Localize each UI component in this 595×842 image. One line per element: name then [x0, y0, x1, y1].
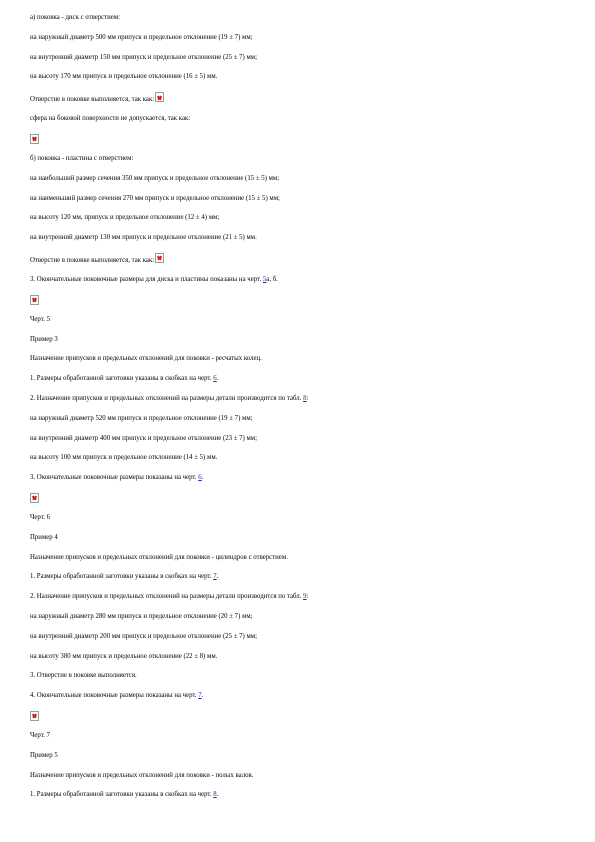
- paragraph: на высоту 120 мм, припуск и предельное отклонение (12 ± 4) мм;: [30, 214, 220, 222]
- paragraph-text: Отверстие в поковке выполняется, так как:: [30, 256, 155, 264]
- figure-image-placeholder: [30, 295, 575, 306]
- paragraph: на наружный диаметр 520 мм припуск и предельное отклонение (19 ± 7) мм;: [30, 414, 253, 422]
- paragraph-text: 2. Назначение припусков и предельных отклонений на размеры детали производится по табл.: [30, 394, 304, 402]
- paragraph-with-link: [30, 473, 575, 482]
- paragraph: на внутренний диаметр 130 мм припуск и предельное отклонение (21 ± 5) мм.: [30, 234, 257, 242]
- paragraph: на высоту 100 мм припуск и предельное отклонение (14 ± 5) мм.: [30, 454, 218, 462]
- paragraph-with-link: [30, 394, 575, 403]
- paragraph-with-link: [30, 592, 575, 601]
- paragraph-with-link: [30, 572, 575, 581]
- paragraph: на внутренний диаметр 150 мм припуск и предельное отклонение (25 ± 7) мм;: [30, 53, 257, 61]
- figure-image-placeholder: [30, 711, 575, 722]
- paragraph-with-link: [30, 790, 575, 799]
- paragraph: на высоту 170 мм припуск и предельное отклонение (16 ± 5) мм.: [30, 73, 218, 81]
- document-body: [30, 13, 575, 810]
- paragraph: на высоту 380 мм припуск и предельное отклонение (22 ± 8) мм.: [30, 652, 218, 660]
- paragraph-text: 3. Окончательные поковочные размеры показаны на черт.: [30, 474, 199, 482]
- paragraph-text: 4. Окончательные поковочные размеры показаны на черт.: [30, 692, 199, 700]
- drawing-reference-link[interactable]: 8: [213, 791, 217, 799]
- paragraph: Пример 4: [30, 533, 58, 541]
- paragraph-text: 1. Размеры обработанной заготовки указаны в скобках на черт.: [30, 375, 214, 383]
- paragraph: сфера на боковой поверхности не допускается, так как:: [30, 115, 191, 123]
- drawing-reference-link[interactable]: 6: [198, 474, 202, 482]
- paragraph: Черт. 5: [30, 315, 50, 323]
- drawing-reference-link[interactable]: 6: [213, 375, 217, 383]
- paragraph-text: .: [201, 474, 204, 482]
- broken-image-icon: [155, 92, 164, 102]
- paragraph-text: а, б.: [266, 275, 278, 283]
- paragraph: а) поковка - диск с отверстием:: [30, 14, 120, 21]
- paragraph: на наибольший размер сечения 350 мм припуск и предельное отклонение (15 ± 5) мм;: [30, 174, 280, 182]
- paragraph-text: Отверстие в поковке выполняется, так как:: [30, 96, 155, 104]
- paragraph: на наименьший размер сечения 270 мм припуск и предельное отклонение (15 ± 5) мм;: [30, 194, 280, 202]
- drawing-reference-link[interactable]: 9: [303, 593, 307, 601]
- paragraph-text: 3. Окончательные поковочные размеры для диска и пластины показаны на черт.: [30, 275, 263, 283]
- paragraph-text: 2. Назначение припусков и предельных отклонений на размеры детали производится по табл.: [30, 593, 304, 601]
- broken-image-icon: [30, 493, 39, 503]
- paragraph-text: :: [306, 394, 309, 402]
- paragraph: Черт. 7: [30, 731, 50, 739]
- drawing-reference-link[interactable]: 8: [303, 394, 307, 402]
- paragraph-with-link: [30, 275, 575, 284]
- paragraph: Назначение припусков и предельных отклонений для поковки - полых валов.: [30, 771, 254, 779]
- figure-image-placeholder: [30, 134, 575, 145]
- paragraph-text: .: [216, 791, 219, 799]
- paragraph: Черт. 6: [30, 513, 50, 521]
- drawing-reference-link[interactable]: 7: [213, 573, 217, 581]
- paragraph: Пример 3: [30, 335, 58, 343]
- paragraph: 3. Отверстие в поковке выполняется.: [30, 672, 137, 680]
- drawing-reference-link[interactable]: 5: [262, 275, 267, 283]
- paragraph-with-image: [30, 92, 575, 106]
- paragraph: б) поковка - пластина с отверстием:: [30, 154, 134, 162]
- paragraph-with-link: [30, 374, 575, 383]
- paragraph: на внутренний диаметр 400 мм припуск и предельное отклонение (23 ± 7) мм;: [30, 434, 257, 442]
- paragraph-text: :: [306, 593, 309, 601]
- broken-image-icon: [30, 711, 39, 721]
- broken-image-icon: [30, 134, 39, 144]
- paragraph-text: 1. Размеры обработанной заготовки указаны в скобках на черт.: [30, 791, 214, 799]
- paragraph-with-image: [30, 253, 575, 267]
- figure-image-placeholder: [30, 493, 575, 504]
- paragraph-text: .: [216, 375, 219, 383]
- paragraph-text: .: [216, 573, 219, 581]
- paragraph-text: .: [201, 692, 204, 700]
- paragraph: Назначение припусков и предельных отклонений для поковки - цилиндров с отверстием.: [30, 553, 288, 561]
- paragraph-with-link: [30, 691, 575, 700]
- drawing-reference-link[interactable]: 7: [198, 692, 202, 700]
- paragraph: на наружный диаметр 280 мм припуск и предельное отклонение (20 ± 7) мм;: [30, 612, 253, 620]
- paragraph: Назначение припусков и предельных отклонений для поковки - ресчатых колец.: [30, 355, 262, 363]
- broken-image-icon: [155, 253, 164, 263]
- paragraph-text: 1. Размеры обработанной заготовки указаны в скобках на черт.: [30, 573, 214, 581]
- paragraph: на внутренний диаметр 200 мм припуск и предельное отклонение (25 ± 7) мм;: [30, 632, 257, 640]
- broken-image-icon: [30, 295, 39, 305]
- paragraph: Пример 5: [30, 751, 58, 759]
- paragraph: на наружный диаметр 500 мм припуск и предельное отклонение (19 ± 7) мм;: [30, 33, 253, 41]
